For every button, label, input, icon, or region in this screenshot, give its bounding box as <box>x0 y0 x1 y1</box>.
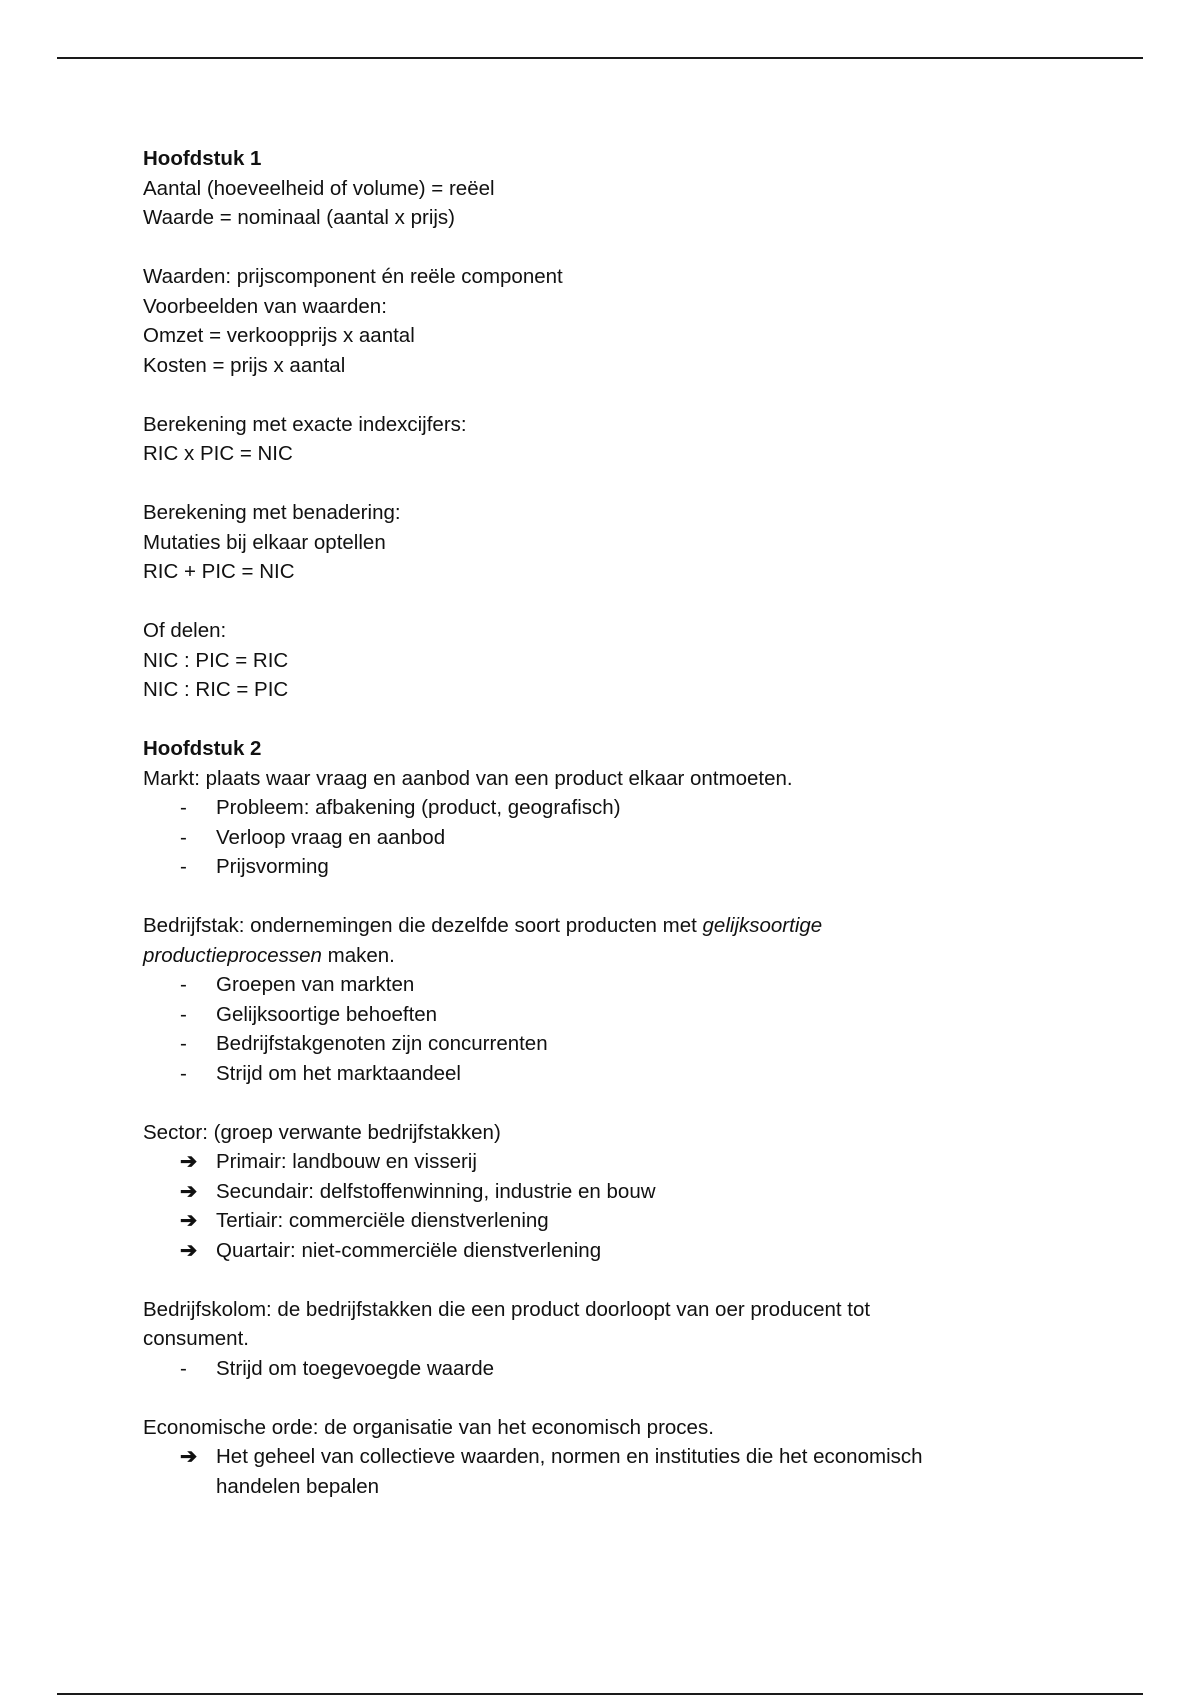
list-item: - Strijd om het marktaandeel <box>143 1059 1063 1089</box>
arrow-icon: ➔ <box>180 1150 198 1173</box>
list-item: ➔ Tertiair: commerciële dienstverlening <box>143 1206 1063 1236</box>
text-line: Aantal (hoeveelheid of volume) = reëel <box>143 176 495 200</box>
dash-marker: - <box>180 1032 187 1055</box>
list-item: - Probleem: afbakening (product, geografisch) <box>143 793 1063 823</box>
arrow-icon: ➔ <box>180 1445 198 1468</box>
list-item: ➔ Primair: landbouw en visserij <box>143 1147 1063 1177</box>
text-line: Economische orde: de organisatie van het economisch proces. <box>143 1415 714 1439</box>
footer-rule <box>57 1693 1143 1695</box>
list-item: - Groepen van markten <box>143 970 1063 1000</box>
header-rule <box>57 57 1143 59</box>
heading-chapter-2: Hoofdstuk 2 <box>143 737 262 760</box>
text-line: RIC + PIC = NIC <box>143 560 295 583</box>
list-item: - Bedrijfstakgenoten zijn concurrenten <box>143 1029 1063 1059</box>
arrow-icon: ➔ <box>180 1209 198 1232</box>
text-line: Bedrijfskolom: de bedrijfstakken die een product doorloopt van oer producent tot <box>143 1297 871 1321</box>
text-line: Berekening met exacte indexcijfers: <box>143 412 467 436</box>
text-line: RIC x PIC = NIC <box>143 442 293 465</box>
text-line: Sector: (groep verwante bedrijfstakken) <box>143 1120 501 1144</box>
list-item: ➔ Secundair: delfstoffenwinning, industrie en bouw <box>143 1177 1063 1207</box>
text-line: Berekening met benadering: <box>143 501 401 524</box>
arrow-icon: ➔ <box>180 1179 198 1203</box>
heading-chapter-1: Hoofdstuk 1 <box>143 147 262 170</box>
text-line: Mutaties bij elkaar optellen <box>143 530 386 554</box>
list-item: - Gelijksoortige behoeften <box>143 1000 1063 1030</box>
dash-marker: - <box>180 1356 187 1380</box>
text-line: Bedrijfstak: ondernemingen die dezelfde soort producten met gelijksoortige <box>143 914 823 937</box>
text-line: Kosten = prijs x aantal <box>143 353 346 377</box>
list-item: - Prijsvorming <box>143 852 1063 882</box>
text-line: productieprocessen maken. <box>143 943 395 967</box>
arrow-icon: ➔ <box>180 1238 198 1262</box>
dash-marker: - <box>180 825 187 849</box>
dash-marker: - <box>180 973 187 996</box>
list-item: ➔ Het geheel van collectieve waarden, normen en instituties die het economisch <box>143 1442 1063 1472</box>
text-line: consument. <box>143 1327 249 1350</box>
text-line: NIC : RIC = PIC <box>143 678 289 701</box>
dash-marker: - <box>180 796 187 819</box>
list-item: - Strijd om toegevoegde waarde <box>143 1354 1063 1384</box>
dash-marker: - <box>180 1061 187 1085</box>
list-item-continuation: handelen bepalen <box>216 1474 380 1498</box>
dash-marker: - <box>180 1002 187 1026</box>
dash-marker: - <box>180 855 187 878</box>
text-line: Omzet = verkoopprijs x aantal <box>143 324 415 347</box>
list-item: - Verloop vraag en aanbod <box>143 823 1063 853</box>
text-line: NIC : PIC = RIC <box>143 648 289 672</box>
list-item: ➔ Quartair: niet-commerciële dienstverlening <box>143 1236 1063 1266</box>
document-body <box>143 144 1063 1501</box>
text-line: Waarden: prijscomponent én reële component <box>143 265 563 288</box>
text-line: Of delen: <box>143 619 227 642</box>
text-line: Waarde = nominaal (aantal x prijs) <box>143 206 456 229</box>
text-line: Markt: plaats waar vraag en aanbod van een product elkaar ontmoeten. <box>143 766 793 790</box>
text-line: Voorbeelden van waarden: <box>143 294 387 318</box>
